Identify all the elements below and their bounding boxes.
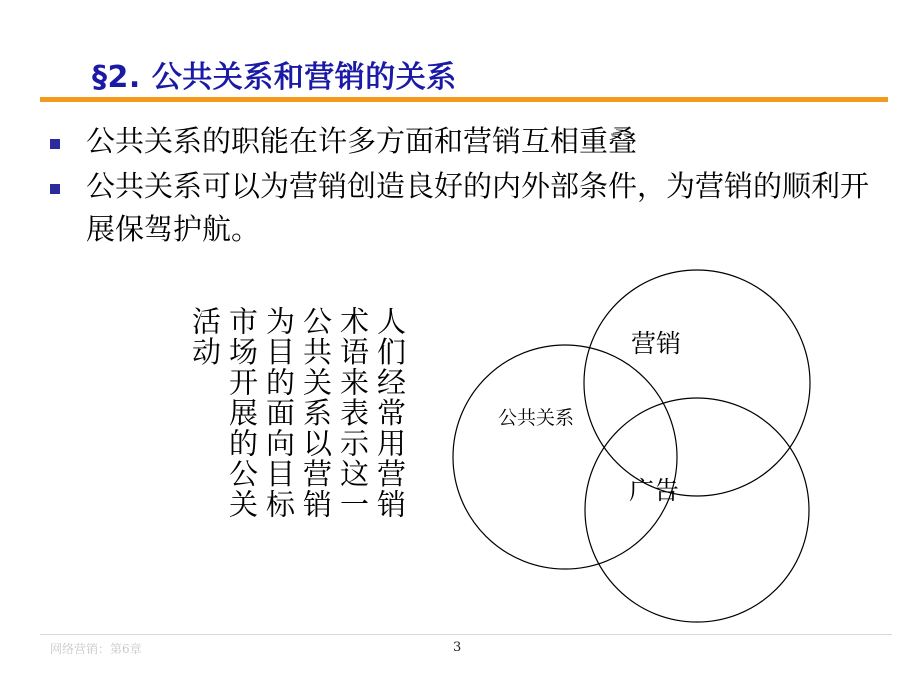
venn-circle-advertising: [585, 398, 809, 622]
footer-divider: [40, 634, 892, 635]
vertical-note: 人们经常用营销术语来表示这一公共关系以营销为目的面向目标市场开展的公关活动: [188, 306, 407, 520]
venn-circle-public-relations: [453, 345, 680, 569]
venn-label-public-relations: 公共关系: [498, 407, 575, 429]
venn-label-advertising: 广告: [629, 476, 680, 505]
bullet-text: 公共关系可以为营销创造良好的内外部条件，为营销的顺利开展保驾护航。: [86, 169, 870, 246]
footer-course: 网络营销：第6章: [50, 642, 142, 656]
venn-circle-marketing: [584, 270, 810, 496]
slide-title: §2. 公共关系和营销的关系: [92, 60, 457, 95]
bullet-text: 公共关系的职能在许多方面和营销互相重叠: [86, 124, 638, 158]
venn-label-marketing: 营销: [631, 329, 682, 358]
page-number: 3: [453, 640, 462, 655]
